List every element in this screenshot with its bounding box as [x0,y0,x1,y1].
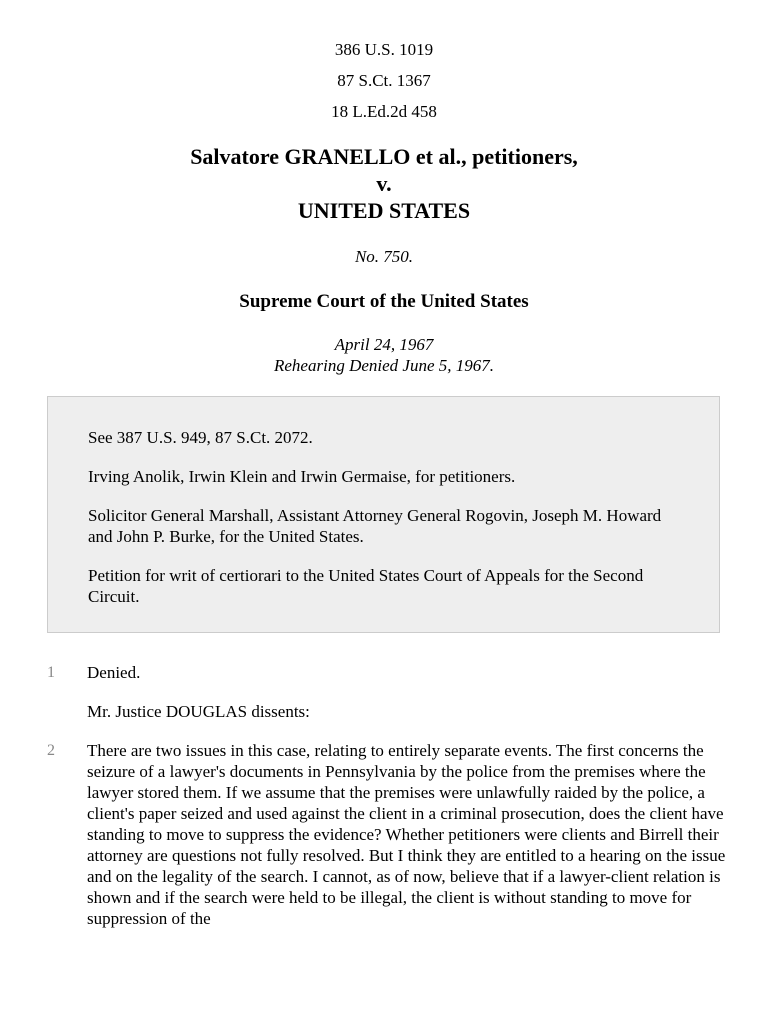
prelim-counsel-petitioners: Irving Anolik, Irwin Klein and Irwin Germaise, for petitioners. [88,467,516,486]
opinion-paragraph [47,740,727,929]
citations [0,34,768,127]
prelim-see-also: See 387 U.S. 949, 87 S.Ct. 2072. [88,428,313,447]
case-title-respondent: UNITED STATES [297,198,471,223]
preliminary-box [47,396,720,633]
opinion-paragraph [47,662,727,683]
paragraph-number: 2 [47,742,55,759]
citation-lawyers-edition: 18 L.Ed.2d 458 [331,102,437,121]
paragraph-text: Denied. [87,663,141,682]
prelim-counsel-respondent: Solicitor General Marshall, Assistant Attorney General Rogovin, Joseph M. Howard and John P. Burke, for the United States. [88,506,662,546]
paragraph-number: 1 [47,664,55,681]
citation-us-reports: 386 U.S. 1019 [334,40,434,59]
rehearing-date: Rehearing Denied June 5, 1967. [274,356,494,375]
docket-number: No. 750. [354,247,414,266]
citation-supreme-court-reporter: 87 S.Ct. 1367 [337,71,431,90]
case-title-petitioners: Salvatore GRANELLO et al., petitioners, [190,144,578,169]
case-title [0,143,768,224]
decision-date: April 24, 1967 [334,335,434,354]
paragraph-text: Mr. Justice DOUGLAS dissents: [87,702,310,721]
case-title-versus: v. [376,171,392,196]
prelim-petition: Petition for writ of certiorari to the United States Court of Appeals for the Second Circuit. [88,566,644,606]
opinion-body [47,662,727,947]
case-dates [0,334,768,376]
opinion-paragraph [87,701,727,722]
paragraph-text: There are two issues in this case, relating to entirely separate events. The first concerns the seizure of a lawyer's documents in Pennsylvania by the police from the premises where the lawyer stored them. If we assume that the premises were unlawfully raided by the police, a client's paper seized and used against the client in a criminal prosecution, does the client have standing to move to suppress the evidence? Whether petitioners were clients and Birrell their attorney are questions not fully resolved. But I think they are entitled to a hearing on the issue and on the legality of the search. I cannot, as of now, believe that if a lawyer-client relation is shown and if the search were held to be illegal, the client is without standing to move for suppression of the [87,741,726,928]
court-name: Supreme Court of the United States [239,291,529,312]
